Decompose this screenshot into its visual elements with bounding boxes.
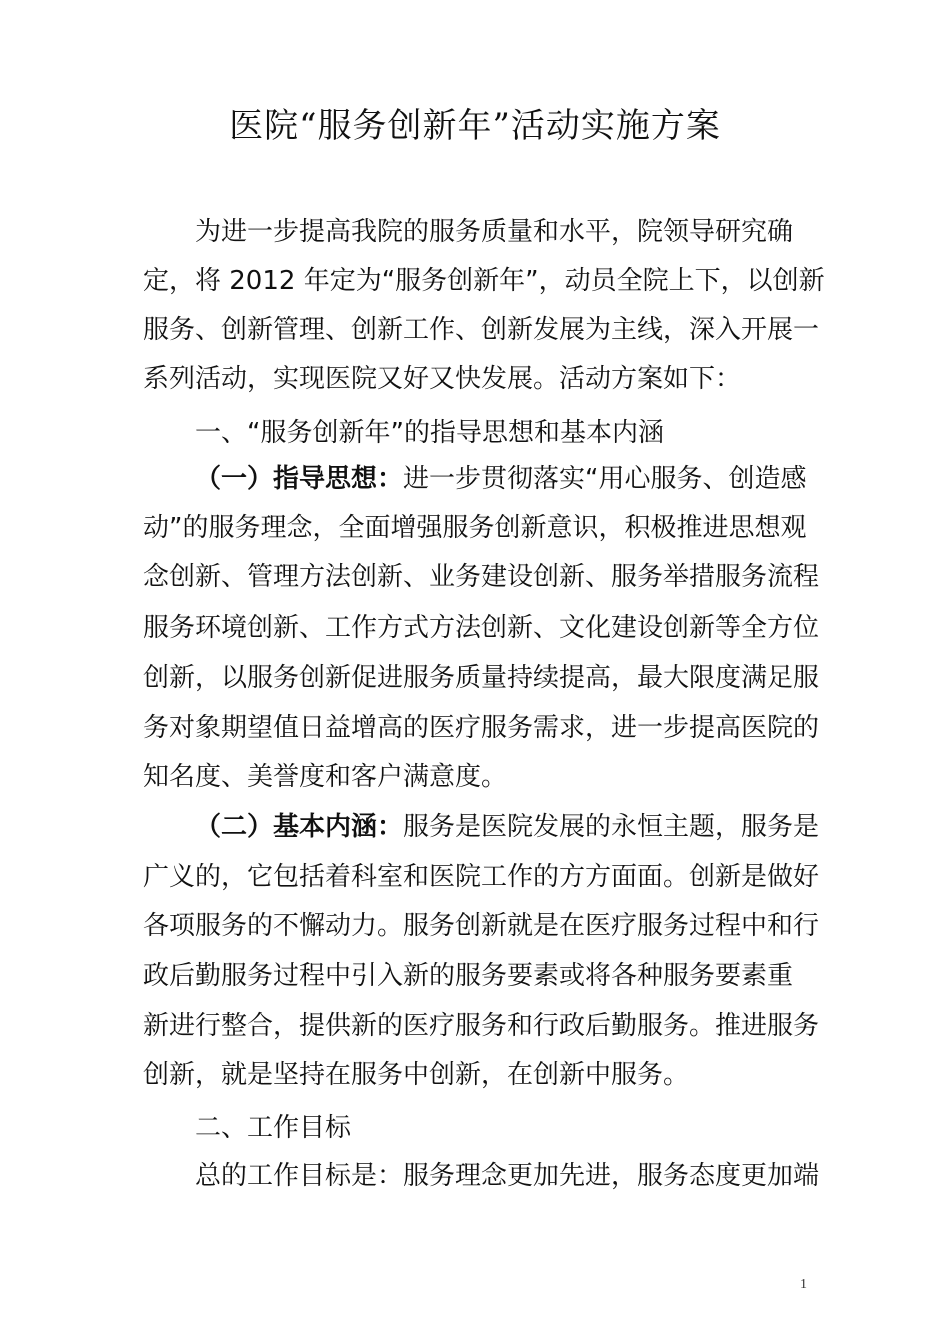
paragraph-line: 各项服务的不懈动力。服务创新就是在医疗服务过程中和行 <box>143 911 820 941</box>
subsection-line <box>195 454 807 504</box>
subsection-line <box>195 802 819 852</box>
paragraph-line: 服务环境创新、工作方式方法创新、文化建设创新等全方位 <box>143 613 820 643</box>
paragraph-line: 服务、创新管理、创新工作、创新发展为主线，深入开展一 <box>143 315 820 345</box>
paragraph-line: 念创新、管理方法创新、业务建设创新、服务举措服务流程 <box>143 562 820 592</box>
page-number: 1 <box>800 1277 807 1292</box>
paragraph-line: 新进行整合，提供新的医疗服务和行政后勤服务。推进服务 <box>143 1011 820 1041</box>
paragraph-line: 知名度、美誉度和客户满意度。 <box>143 762 508 792</box>
paragraph-line: 系列活动，实现医院又好又快发展。活动方案如下： <box>143 364 742 394</box>
paragraph-line: 广义的，它包括着科室和医院工作的方方面面。创新是做好 <box>143 862 820 892</box>
paragraph-text: 服务是医院发展的永恒主题，服务是 <box>403 812 820 842</box>
subsection-heading: （一）指导思想： <box>195 464 404 494</box>
paragraph-line: 动”的服务理念，全面增强服务创新意识，积极推进思想观 <box>143 513 807 543</box>
section-heading: 二、工作目标 <box>195 1113 352 1143</box>
subsection-heading: （二）基本内涵： <box>195 812 404 842</box>
paragraph-line: 创新，就是坚持在服务中创新，在创新中服务。 <box>143 1060 690 1090</box>
paragraph-line: 定，将 2012 年定为“服务创新年”，动员全院上下，以创新 <box>143 266 825 296</box>
paragraph-line: 创新，以服务创新促进服务质量持续提高，最大限度满足服 <box>143 663 820 693</box>
paragraph-line: 政后勤服务过程中引入新的服务要素或将各种服务要素重 <box>143 961 794 991</box>
paragraph-line: 务对象期望值日益增高的医疗服务需求，进一步提高医院的 <box>143 713 820 743</box>
paragraph-line: 总的工作目标是：服务理念更加先进，服务态度更加端 <box>195 1161 820 1191</box>
document-title: 医院“服务创新年”活动实施方案 <box>229 106 721 146</box>
paragraph-line: 为进一步提高我院的服务质量和水平，院领导研究确 <box>195 217 794 247</box>
section-heading: 一、“服务创新年”的指导思想和基本内涵 <box>195 418 664 448</box>
paragraph-text: 进一步贯彻落实“用心服务、创造感 <box>403 464 807 494</box>
